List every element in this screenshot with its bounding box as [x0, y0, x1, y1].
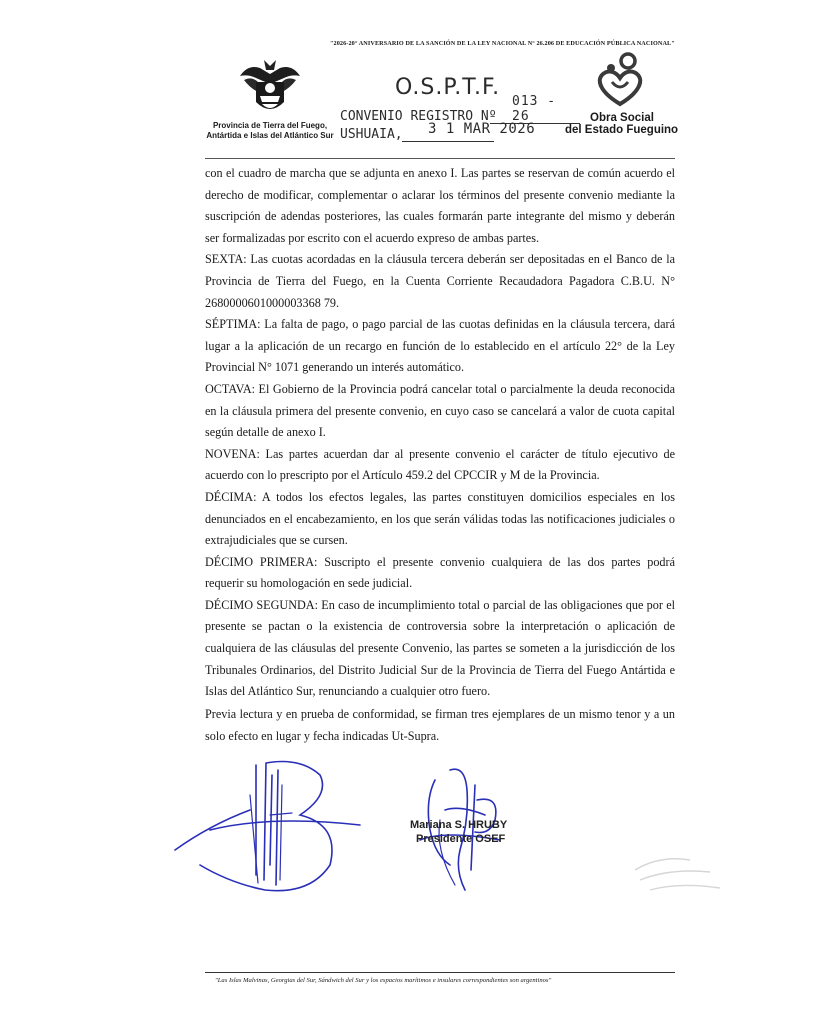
province-name-line2: Antártida e Islas del Atlántico Sur [206, 131, 334, 140]
clause-novena: NOVENA: Las partes acuerdan dar al presente convenio el carácter de título ejecutivo de acuerdo con lo prescripto por el Artículo 459.2 del CPCCIR y M de la Provincia. [205, 446, 675, 483]
stamp-date-underline [402, 141, 494, 142]
stamp-registro-label: CONVENIO REGISTRO Nº [340, 109, 497, 124]
closing-statement: Previa lectura y en prueba de conformidad, se firman tres ejemplares de un mismo tenor y a un solo efecto en lugar y fecha indicadas Ut-Supra. [205, 707, 675, 743]
stamp-org: O.S.P.T.F. [395, 75, 501, 100]
osef-header [560, 52, 680, 136]
clause-octava: OCTAVA: El Gobierno de la Provincia podrá cancelar total o parcialmente la deuda reconocida en la cláusula primera del presente convenio, en cuyo caso se cancelará a valor de cuota capital según detalle de anexo I. [205, 381, 675, 440]
signer-block [410, 818, 507, 846]
osef-logo-icon [594, 52, 646, 108]
registration-stamp [340, 72, 580, 142]
osef-name-line1: Obra Social [590, 112, 654, 124]
province-coat-of-arms-icon [234, 58, 306, 120]
footer-divider [205, 972, 675, 973]
signer-role: Presidente OSEF [416, 833, 506, 845]
stamp-date: 3 1 MAR 2026 [428, 121, 536, 137]
stamp-city-label: USHUAIA, [340, 127, 403, 142]
clause-decimo-segunda: DÉCIMO SEGUNDA: En caso de incumplimiento total o parcial de las obligaciones que por el presente se pactan o la existencia de controversia sobre la interpretación o aplicación de cualquiera de las cláusulas del presente Convenio, las partes se someten a la jurisdicción de los Tribunales Ordinarios, del Distrito Judicial Sur de la Provincia de Tierra del Fuego Antártida e Islas del Atlántico Sur, renunciando a cualquier otro fuero. [205, 597, 675, 699]
province-name-line1: Provincia de Tierra del Fuego, [212, 121, 328, 130]
header-divider [205, 158, 675, 159]
faint-stamp-mark [630, 840, 730, 910]
clause-septima: SÉPTIMA: La falta de pago, o pago parcial de las cuotas definidas en la cláusula tercera, dará lugar a la aplicación de un recargo en función de lo establecido en el artículo 22° de la Ley Provincial N° 1071 generando un interés automático. [205, 317, 675, 375]
signer-name: Mariana S. HRUBY [410, 819, 508, 831]
osef-name-line2: del Estado Fueguino [565, 124, 679, 136]
clause-decimo-primera: DÉCIMO PRIMERA: Suscripto el presente convenio cualquiera de las dos partes podrá requerir su homologación en sede judicial. [205, 554, 675, 591]
stamp-registration-number: 013 - 26 [512, 94, 557, 124]
province-header [200, 58, 340, 140]
clause-decima: DÉCIMA: A todos los efectos legales, las partes constituyen domicilios especiales en los denunciados en el encabezamiento, en los que serán válidas todas las notificaciones judiciales o extrajudiciales que se cursen. [205, 489, 675, 548]
left-signature [170, 755, 370, 905]
paragraph-continuation: con el cuadro de marcha que se adjunta en anexo I. Las partes se reservan de común acuerdo el derecho de modificar, complementar o aclarar los términos del presente convenio mediante la suscripción de adendas posteriores, las cuales formarán parte integrante del mismo y deberán ser formalizadas por escrito con el acuerdo expreso de ambas partes. [205, 166, 675, 245]
anniversary-banner: "2026-20° ANIVERSARIO DE LA SANCIÓN DE LA LEY NACIONAL N° 26.206 DE EDUCACIÓN PÚBLICA NACIONAL" [330, 40, 675, 47]
footer-malvinas-text: "Las Islas Malvinas, Georgias del Sur, Sándwich del Sur y los espacios marítimos e insulares correspondientes son argentinos" [215, 977, 552, 984]
convenio-body [205, 163, 675, 703]
clause-sexta: SEXTA: Las cuotas acordadas en la cláusula tercera deberán ser depositadas en el Banco de la Provincia de Tierra del Fuego, en la Cuenta Corriente Recaudadora Pagadora C.B.U. N° 2680000601000003368 79. [205, 252, 675, 310]
